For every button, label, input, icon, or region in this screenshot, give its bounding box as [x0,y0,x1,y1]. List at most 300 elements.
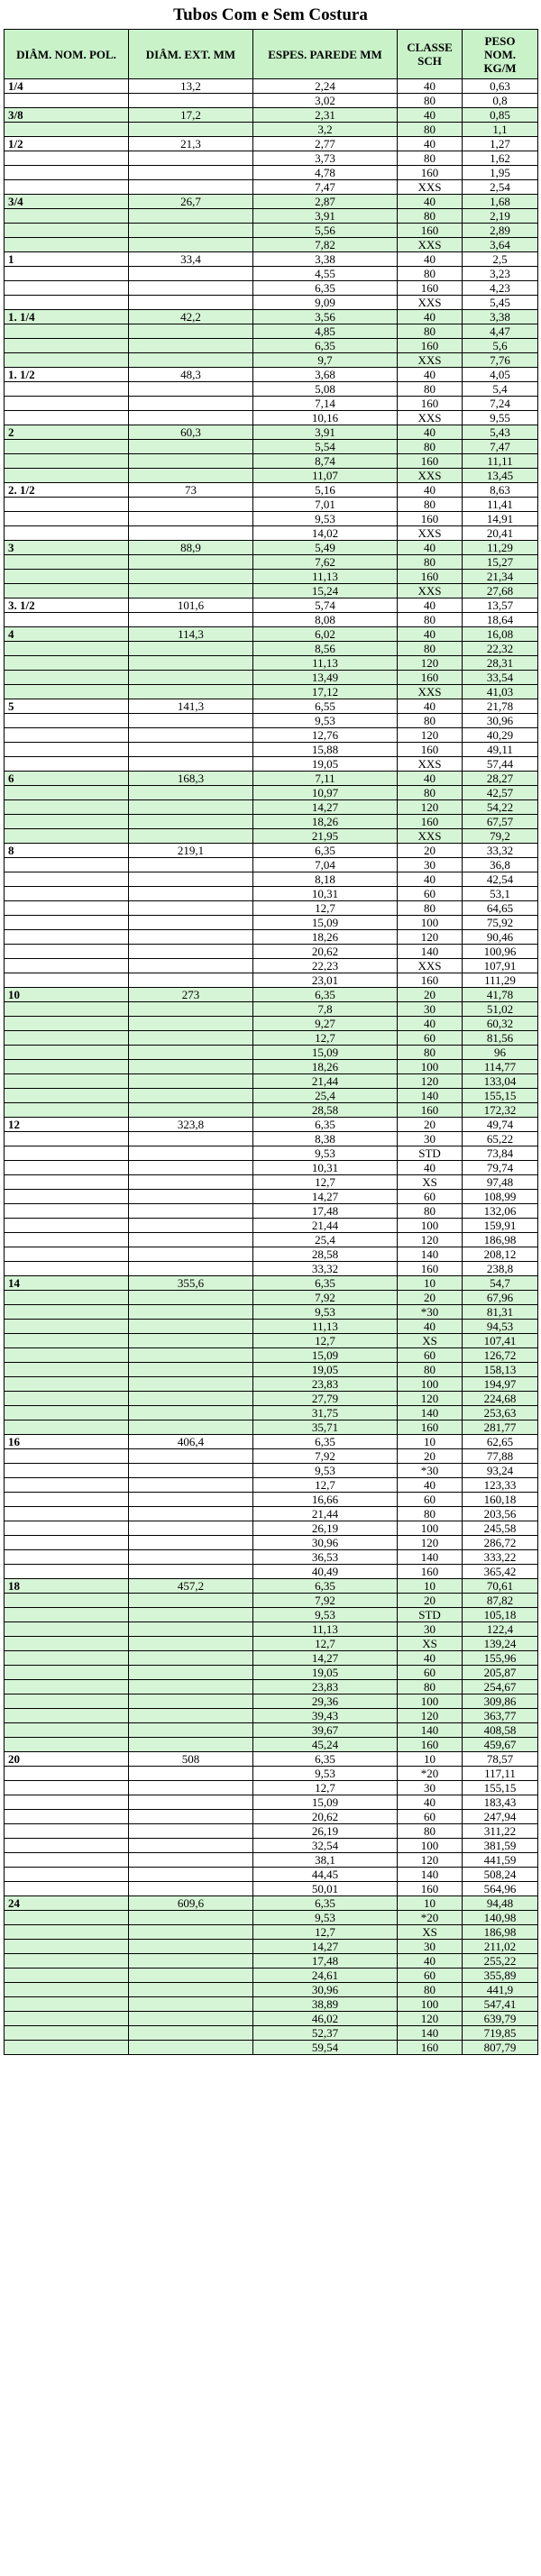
cell-classe-sch: 80 [398,94,463,108]
cell-diam-nom: 1 [5,252,129,267]
table-row [5,714,538,728]
table-row [5,901,538,916]
cell-diam-ext [129,1406,253,1420]
cell-diam-ext [129,930,253,945]
cell-espes-parede: 15,88 [253,743,398,757]
cell-espes-parede: 12,7 [253,1478,398,1493]
cell-diam-ext [129,872,253,887]
cell-peso: 90,46 [463,930,538,945]
table-row [5,209,538,224]
cell-peso: 186,98 [463,1925,538,1940]
cell-peso: 67,57 [463,815,538,829]
cell-classe-sch: 40 [398,1161,463,1175]
table-row [5,930,538,945]
cell-diam-ext [129,1608,253,1622]
cell-diam-nom [5,1420,129,1435]
table-row [5,1940,538,1954]
cell-espes-parede: 14,02 [253,526,398,541]
cell-espes-parede: 9,53 [253,1146,398,1161]
cell-diam-ext [129,1334,253,1348]
table-row [5,800,538,815]
table-row [5,1824,538,1839]
cell-espes-parede: 5,49 [253,541,398,555]
cell-diam-ext [129,454,253,469]
cell-espes-parede: 52,37 [253,2026,398,2041]
cell-espes-parede: 8,74 [253,454,398,469]
cell-espes-parede: 6,35 [253,1118,398,1132]
cell-espes-parede: 3,91 [253,425,398,440]
table-row [5,1363,538,1377]
cell-classe-sch: 40 [398,425,463,440]
cell-diam-nom [5,440,129,454]
cell-espes-parede: 8,08 [253,613,398,627]
cell-diam-nom [5,1464,129,1478]
cell-espes-parede: 11,13 [253,570,398,584]
cell-espes-parede: 46,02 [253,2012,398,2026]
table-row [5,1392,538,1406]
cell-peso: 70,61 [463,1579,538,1594]
cell-diam-nom: 18 [5,1579,129,1594]
cell-peso: 13,57 [463,598,538,613]
table-row [5,180,538,195]
cell-diam-ext [129,382,253,397]
cell-diam-ext [129,469,253,483]
cell-peso: 2,89 [463,224,538,238]
cell-classe-sch: 160 [398,1262,463,1276]
cell-espes-parede: 38,1 [253,1853,398,1868]
cell-peso: 4,05 [463,368,538,382]
table-row [5,671,538,685]
cell-diam-nom [5,151,129,166]
table-row [5,1233,538,1247]
cell-espes-parede: 7,04 [253,858,398,872]
cell-peso: 11,11 [463,454,538,469]
cell-peso: 0,8 [463,94,538,108]
cell-classe-sch: 120 [398,800,463,815]
cell-diam-ext [129,166,253,180]
cell-classe-sch: 120 [398,1392,463,1406]
cell-espes-parede: 14,27 [253,800,398,815]
cell-classe-sch: 60 [398,1969,463,1983]
table-row [5,872,538,887]
cell-diam-ext [129,1622,253,1637]
cell-diam-ext: 508 [129,1752,253,1767]
cell-diam-ext [129,1305,253,1320]
cell-espes-parede: 33,32 [253,1262,398,1276]
table-row [5,1868,538,1882]
cell-peso: 639,79 [463,2012,538,2026]
cell-diam-ext: 141,3 [129,699,253,714]
cell-diam-nom [5,1017,129,1031]
cell-peso: 186,98 [463,1233,538,1247]
cell-peso: 441,9 [463,1983,538,1997]
table-row [5,238,538,252]
cell-diam-ext [129,123,253,137]
cell-diam-nom [5,498,129,512]
cell-espes-parede: 23,01 [253,973,398,988]
cell-diam-nom [5,1651,129,1666]
table-row [5,2012,538,2026]
table-row [5,786,538,800]
cell-diam-ext: 88,9 [129,541,253,555]
cell-classe-sch: 80 [398,1204,463,1219]
table-row [5,1666,538,1680]
cell-espes-parede: 12,7 [253,1031,398,1046]
cell-peso: 62,65 [463,1435,538,1449]
table-row [5,483,538,498]
cell-espes-parede: 23,83 [253,1680,398,1694]
cell-diam-nom [5,238,129,252]
cell-peso: 122,4 [463,1622,538,1637]
cell-classe-sch: 40 [398,872,463,887]
cell-diam-nom [5,2041,129,2055]
cell-peso: 111,29 [463,973,538,988]
cell-classe-sch: 30 [398,1940,463,1954]
cell-classe-sch: 20 [398,1118,463,1132]
cell-diam-nom [5,339,129,353]
cell-diam-nom [5,1608,129,1622]
cell-classe-sch: 80 [398,123,463,137]
cell-classe-sch: 160 [398,1882,463,1896]
table-row [5,382,538,397]
cell-classe-sch: 80 [398,324,463,339]
cell-peso: 53,1 [463,887,538,901]
table-row [5,1637,538,1651]
cell-peso: 4,23 [463,281,538,296]
cell-diam-ext [129,1146,253,1161]
cell-diam-ext: 406,4 [129,1435,253,1449]
cell-diam-nom [5,1478,129,1493]
cell-classe-sch: 140 [398,1723,463,1738]
cell-diam-nom [5,1767,129,1781]
cell-peso: 94,53 [463,1320,538,1334]
cell-diam-ext [129,1723,253,1738]
cell-peso: 155,15 [463,1781,538,1795]
cell-classe-sch: XS [398,1334,463,1348]
cell-classe-sch: 160 [398,224,463,238]
cell-espes-parede: 18,26 [253,1060,398,1074]
table-row [5,224,538,238]
table-row [5,1565,538,1579]
table-row [5,1536,538,1550]
cell-espes-parede: 12,7 [253,1637,398,1651]
cell-diam-nom [5,1969,129,1983]
table-row [5,123,538,137]
cell-espes-parede: 2,77 [253,137,398,151]
cell-espes-parede: 11,13 [253,1320,398,1334]
cell-classe-sch: 160 [398,1565,463,1579]
cell-classe-sch: 80 [398,1507,463,1521]
table-row [5,1291,538,1305]
cell-classe-sch: XXS [398,296,463,310]
table-row [5,1709,538,1723]
cell-peso: 30,96 [463,714,538,728]
cell-espes-parede: 19,05 [253,1363,398,1377]
cell-diam-nom [5,454,129,469]
cell-diam-ext [129,1348,253,1363]
cell-classe-sch: 10 [398,1752,463,1767]
cell-diam-ext [129,1233,253,1247]
table-row [5,1882,538,1896]
table-row [5,743,538,757]
cell-classe-sch: 30 [398,1002,463,1017]
cell-peso: 132,06 [463,1204,538,1219]
cell-classe-sch: 80 [398,1046,463,1060]
cell-classe-sch: 60 [398,1810,463,1824]
cell-diam-ext [129,815,253,829]
cell-classe-sch: 40 [398,1651,463,1666]
cell-diam-nom: 16 [5,1435,129,1449]
cell-diam-ext [129,1795,253,1810]
cell-diam-nom [5,1622,129,1637]
cell-diam-ext [129,1983,253,1997]
cell-diam-ext [129,238,253,252]
cell-diam-ext [129,1060,253,1074]
cell-peso: 126,72 [463,1348,538,1363]
table-row [5,829,538,844]
cell-peso: 42,57 [463,786,538,800]
cell-classe-sch: 140 [398,945,463,959]
table-row [5,1507,538,1521]
cell-peso: 2,19 [463,209,538,224]
cell-espes-parede: 30,96 [253,1983,398,1997]
cell-espes-parede: 10,97 [253,786,398,800]
table-row [5,772,538,786]
cell-diam-nom [5,1997,129,2012]
cell-diam-ext [129,1132,253,1146]
cell-classe-sch: 140 [398,1089,463,1103]
table-row [5,252,538,267]
cell-diam-nom [5,209,129,224]
cell-diam-ext [129,1262,253,1276]
cell-classe-sch: 140 [398,2026,463,2041]
cell-espes-parede: 10,16 [253,411,398,425]
cell-peso: 155,15 [463,1089,538,1103]
cell-peso: 51,02 [463,1002,538,1017]
cell-peso: 5,6 [463,339,538,353]
cell-diam-ext [129,1204,253,1219]
cell-espes-parede: 9,7 [253,353,398,368]
cell-espes-parede: 6,35 [253,988,398,1002]
cell-espes-parede: 7,47 [253,180,398,195]
cell-diam-nom [5,1262,129,1276]
cell-classe-sch: 80 [398,1983,463,1997]
cell-diam-nom [5,945,129,959]
cell-peso: 158,13 [463,1363,538,1377]
cell-espes-parede: 26,19 [253,1824,398,1839]
cell-diam-ext [129,685,253,699]
cell-diam-nom [5,1146,129,1161]
table-row [5,1132,538,1146]
table-row [5,1464,538,1478]
cell-diam-ext: 355,6 [129,1276,253,1291]
cell-diam-nom: 1. 1/2 [5,368,129,382]
cell-espes-parede: 39,43 [253,1709,398,1723]
cell-peso: 1,1 [463,123,538,137]
cell-diam-ext [129,1175,253,1190]
cell-diam-nom: 1/4 [5,79,129,94]
cell-classe-sch: 10 [398,1435,463,1449]
cell-diam-nom [5,1738,129,1752]
cell-diam-ext [129,224,253,238]
cell-peso: 4,47 [463,324,538,339]
cell-espes-parede: 24,61 [253,1969,398,1983]
table-row [5,598,538,613]
cell-diam-ext [129,526,253,541]
cell-diam-ext [129,94,253,108]
cell-espes-parede: 2,31 [253,108,398,123]
cell-diam-ext [129,180,253,195]
cell-espes-parede: 6,35 [253,1896,398,1911]
cell-espes-parede: 6,02 [253,627,398,642]
cell-classe-sch: 60 [398,1348,463,1363]
cell-peso: 107,91 [463,959,538,973]
cell-classe-sch: 100 [398,1997,463,2012]
cell-diam-nom [5,526,129,541]
cell-classe-sch: 40 [398,368,463,382]
cell-espes-parede: 22,23 [253,959,398,973]
table-row [5,324,538,339]
cell-diam-nom [5,1074,129,1089]
table-row [5,1002,538,1017]
cell-classe-sch: XXS [398,180,463,195]
cell-classe-sch: 120 [398,728,463,743]
table-row [5,541,538,555]
cell-classe-sch: 120 [398,1536,463,1550]
cell-diam-nom [5,555,129,570]
cell-diam-nom [5,1204,129,1219]
cell-classe-sch: 10 [398,1276,463,1291]
table-row [5,1752,538,1767]
cell-diam-nom [5,1046,129,1060]
cell-classe-sch: *20 [398,1767,463,1781]
table-row [5,411,538,425]
cell-peso: 105,18 [463,1608,538,1622]
cell-diam-nom: 8 [5,844,129,858]
cell-espes-parede: 35,71 [253,1420,398,1435]
cell-diam-ext [129,786,253,800]
cell-diam-nom: 4 [5,627,129,642]
cell-peso: 117,11 [463,1767,538,1781]
cell-classe-sch: 160 [398,815,463,829]
cell-diam-ext: 13,2 [129,79,253,94]
cell-classe-sch: 80 [398,209,463,224]
cell-diam-nom: 3 [5,541,129,555]
table-row [5,1925,538,1940]
table-row [5,1420,538,1435]
table-row [5,151,538,166]
cell-diam-ext [129,1925,253,1940]
cell-diam-nom: 2. 1/2 [5,483,129,498]
cell-espes-parede: 3,56 [253,310,398,324]
cell-diam-ext: 323,8 [129,1118,253,1132]
cell-classe-sch: 80 [398,613,463,627]
cell-diam-nom: 1. 1/4 [5,310,129,324]
cell-diam-nom [5,267,129,281]
cell-diam-ext [129,1781,253,1795]
table-row [5,1219,538,1233]
table-row [5,1031,538,1046]
cell-classe-sch: 40 [398,1320,463,1334]
cell-classe-sch: 40 [398,772,463,786]
cell-peso: 159,91 [463,1219,538,1233]
cell-espes-parede: 3,38 [253,252,398,267]
cell-diam-nom [5,1868,129,1882]
table-row [5,757,538,772]
cell-espes-parede: 15,09 [253,916,398,930]
cell-peso: 79,74 [463,1161,538,1175]
cell-espes-parede: 8,38 [253,1132,398,1146]
cell-diam-ext [129,1478,253,1493]
table-row [5,627,538,642]
cell-diam-ext [129,1493,253,1507]
cell-diam-nom [5,1954,129,1969]
cell-classe-sch: 100 [398,1839,463,1853]
cell-diam-nom [5,1507,129,1521]
table-row [5,1594,538,1608]
cell-espes-parede: 16,66 [253,1493,398,1507]
table-row [5,296,538,310]
cell-diam-ext [129,1694,253,1709]
cell-peso: 1,68 [463,195,538,209]
table-row [5,1017,538,1031]
cell-peso: 21,78 [463,699,538,714]
cell-espes-parede: 5,56 [253,224,398,238]
cell-espes-parede: 8,18 [253,872,398,887]
cell-peso: 41,78 [463,988,538,1002]
cell-classe-sch: 60 [398,1190,463,1204]
cell-peso: 60,32 [463,1017,538,1031]
cell-peso: 33,54 [463,671,538,685]
cell-peso: 7,24 [463,397,538,411]
cell-diam-ext: 21,3 [129,137,253,151]
cell-diam-nom [5,180,129,195]
cell-diam-nom [5,916,129,930]
cell-diam-ext [129,1363,253,1377]
cell-diam-nom [5,1940,129,1954]
cell-diam-nom [5,1521,129,1536]
cell-espes-parede: 6,35 [253,1752,398,1767]
cell-classe-sch: 40 [398,79,463,94]
cell-diam-nom [5,728,129,743]
cell-classe-sch: 140 [398,1247,463,1262]
table-row [5,1377,538,1392]
cell-diam-ext [129,411,253,425]
cell-classe-sch: 30 [398,1132,463,1146]
cell-classe-sch: 160 [398,454,463,469]
cell-peso: 54,7 [463,1276,538,1291]
cell-espes-parede: 15,09 [253,1046,398,1060]
cell-espes-parede: 7,8 [253,1002,398,1017]
cell-classe-sch: 40 [398,627,463,642]
cell-espes-parede: 21,44 [253,1219,398,1233]
cell-diam-ext [129,714,253,728]
cell-diam-ext [129,945,253,959]
cell-diam-ext [129,151,253,166]
cell-classe-sch: 40 [398,699,463,714]
cell-diam-ext [129,2012,253,2026]
cell-classe-sch: 60 [398,887,463,901]
cell-espes-parede: 12,7 [253,901,398,916]
cell-espes-parede: 21,44 [253,1074,398,1089]
cell-peso: 224,68 [463,1392,538,1406]
table-row [5,1262,538,1276]
cell-diam-nom [5,1911,129,1925]
cell-peso: 11,29 [463,541,538,555]
cell-espes-parede: 30,96 [253,1536,398,1550]
table-row [5,1190,538,1204]
cell-classe-sch: 20 [398,1291,463,1305]
